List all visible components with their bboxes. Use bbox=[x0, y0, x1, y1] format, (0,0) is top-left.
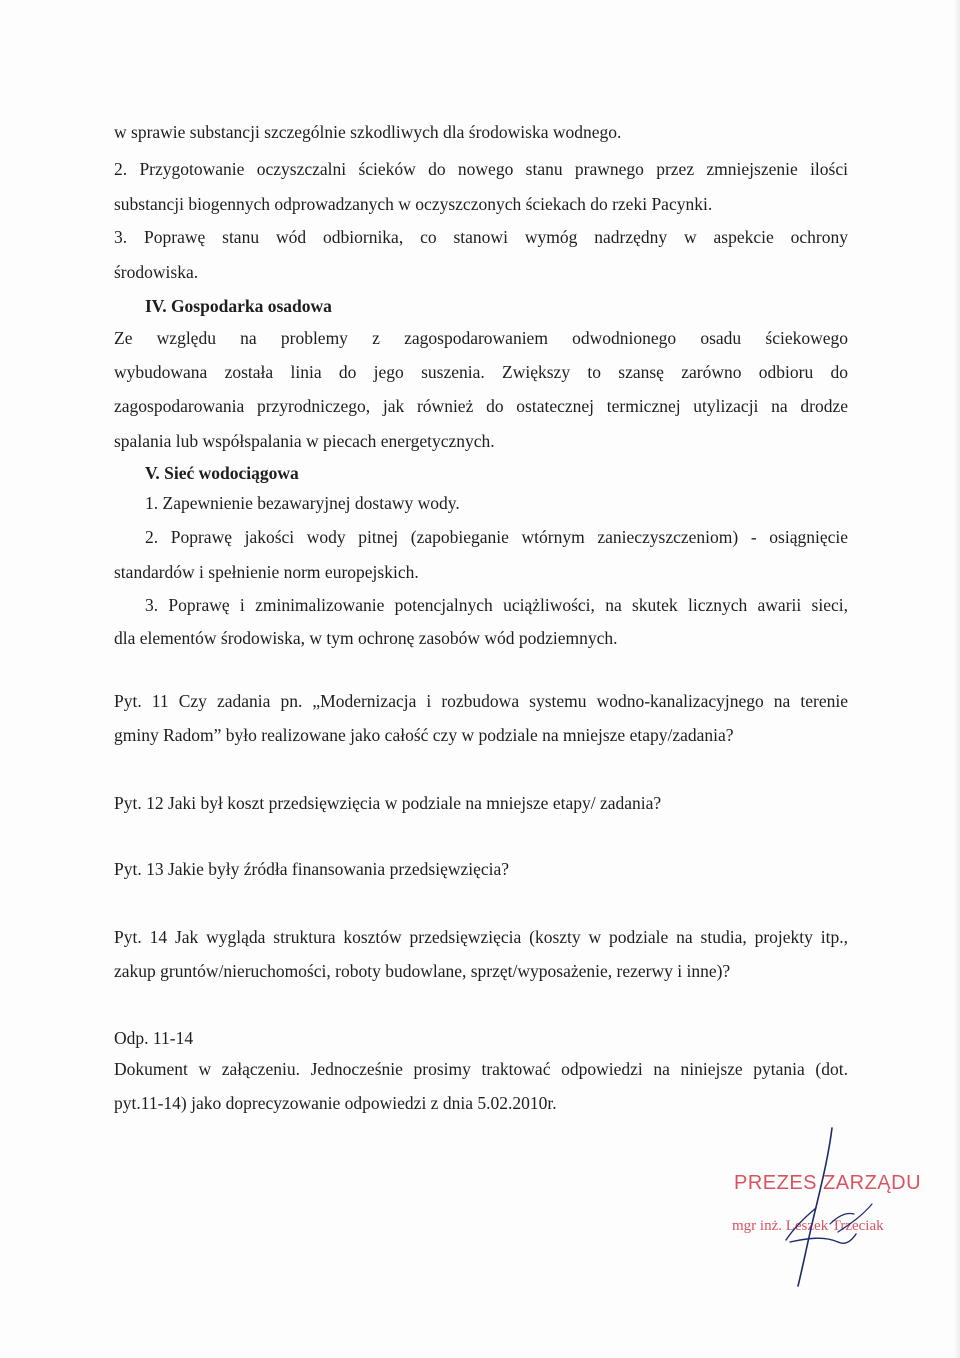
section-heading: V. Sieć wodociągowa bbox=[145, 463, 299, 483]
question-text: Pyt. 14 Jak wygląda struktura kosztów przedsięwzięcia (koszty w podziale na studia, projekty itp., bbox=[114, 927, 848, 947]
question-text: zakup gruntów/nieruchomości, roboty budowlane, sprzęt/wyposażenie, rezerwy i inne)? bbox=[114, 961, 731, 981]
text-line: zagospodarowania przyrodniczego, jak również do ostatecznej termicznej utylizacji na drodze bbox=[114, 396, 848, 416]
stamp-name: mgr inż. Leszek Trzeciak bbox=[732, 1218, 884, 1234]
scan-edge bbox=[954, 0, 960, 1358]
text-line: Ze względu na problemy z zagospodarowaniem odwodnionego osadu ściekowego bbox=[114, 328, 848, 348]
question-text: Pyt. 13 Jakie były źródła finansowania przedsięwzięcia? bbox=[114, 859, 510, 879]
answer-text: pyt.11-14) jako doprecyzowanie odpowiedzi z dnia 5.02.2010r. bbox=[114, 1093, 557, 1113]
text-line: 3. Poprawę stanu wód odbiornika, co stanowi wymóg nadrzędny w aspekcie ochrony bbox=[114, 227, 848, 247]
list-item: 2. Poprawę jakości wody pitnej (zapobieganie wtórnym zanieczyszczeniom) - osiągnięcie bbox=[145, 527, 848, 547]
text-line: substancji biogennych odprowadzanych w oczyszczonych ściekach do rzeki Pacynki. bbox=[114, 194, 713, 214]
text-line: 2. Przygotowanie oczyszczalni ścieków do nowego stanu prawnego przez zmniejszenie ilości bbox=[114, 159, 848, 179]
text-line: dla elementów środowiska, w tym ochronę zasobów wód podziemnych. bbox=[114, 628, 618, 648]
signature-stamp bbox=[720, 1120, 950, 1300]
text-line: w sprawie substancji szczególnie szkodliwych dla środowiska wodnego. bbox=[114, 122, 622, 142]
question-text: Pyt. 11 Czy zadania pn. „Modernizacja i rozbudowa systemu wodno-kanalizacyjnego na terenie bbox=[114, 691, 848, 711]
question-text: Pyt. 12 Jaki był koszt przedsięwzięcia w podziale na mniejsze etapy/ zadania? bbox=[114, 793, 662, 813]
text-line: standardów i spełnienie norm europejskich. bbox=[114, 562, 419, 582]
answer-text: Dokument w załączeniu. Jednocześnie prosimy traktować odpowiedzi na niniejsze pytania (dot. bbox=[114, 1059, 848, 1079]
stamp-title: PREZES ZARZĄDU bbox=[734, 1172, 922, 1194]
text-line: środowiska. bbox=[114, 262, 199, 282]
question-text: gminy Radom” było realizowane jako całość czy w podziale na mniejsze etapy/zadania? bbox=[114, 725, 734, 745]
text-line: spalania lub współspalania w piecach energetycznych. bbox=[114, 431, 495, 451]
handwritten-signature bbox=[720, 1120, 950, 1300]
answer-label: Odp. 11-14 bbox=[114, 1028, 194, 1048]
list-item: 3. Poprawę i zminimalizowanie potencjalnych uciążliwości, na skutek licznych awarii sieci, bbox=[145, 595, 848, 615]
text-line: wybudowana została linia do jego suszenia. Zwiększy to szansę zarówno odbioru do bbox=[114, 362, 848, 382]
list-item: 1. Zapewnienie bezawaryjnej dostawy wody. bbox=[145, 493, 460, 513]
section-heading: IV. Gospodarka osadowa bbox=[145, 296, 332, 316]
